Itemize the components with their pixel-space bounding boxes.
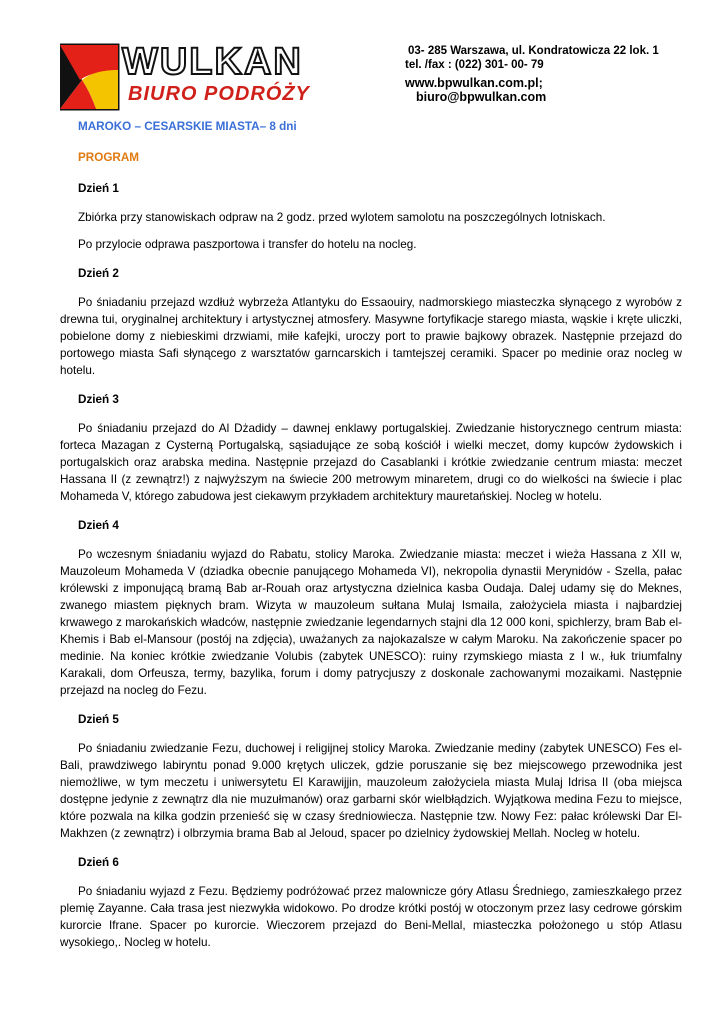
day-heading: Dzień 5 (78, 713, 119, 726)
day-heading: Dzień 3 (78, 393, 119, 406)
logo-graphic (60, 40, 360, 112)
day-paragraph: Po wczesnym śniadaniu wyjazd do Rabatu, stolicy Maroka. Zwiedzanie miasta: meczet i wieża Hassana z XII w, Mauzoleum Mohameda V (dziadka obecnie panującego Mohameda VI), nekropolia dynastii Merynidów - Szella, pałac królewski z imponującą bramą Bab ar-Rouah oraz artystyczna dzielnica kasba Oudaja. Dalej udamy się do Meknes, zwanego miastem pięknych bram. Wizyta w mauzoleum sułtana Mulaj Ismaila, założyciela miasta i najbardziej krwawego z marokańskich władców, następnie zwiedzanie legendarnych stajni dla 12 000 koni, spichlerzy, bram Bab el-Khemis i Bab el-Mansour (postój na zdjęcia), uważanych za najokazalsze w całym Maroku. Na zakończenie spacer po medinie. Na koniec krótkie zwiedzanie Volubis (zabytek UNESCO): ruiny rzymskiego miasta z I w., łuk triumfalny Karakali, dom Orfeusza, termy, bazylika, forum i domy patrycjuszy z doskonale zachowanymi mozaikami. Następnie przejazd na nocleg do Fezu. (60, 548, 682, 697)
company-logo (60, 40, 360, 112)
day-heading: Dzień 2 (78, 267, 119, 280)
contact-phone: tel. /fax : (022) 301- 00- 79 (405, 59, 544, 71)
day-paragraph: Po śniadaniu przejazd do Al Dżadidy – dawnej enklawy portugalskiej. Zwiedzanie historycznego centrum miasta: forteca Mazagan z Cysterną Portugalską, sąsiadujące ze sobą kościół i wielki meczet, domy kupców żydowskich i portugalskich oraz arabska medina. Następnie przejazd do Casablanki i krótkie zwiedzanie centrum miasta: meczet Hassana II (z zewnątrz!) z najwyższym na świecie 200 metrowym minaretem, drugi co do wielkości na świecie i plac Mohameda V, którego zabudowa jest ciekawym przykładem architektury mauretańskiej. Nocleg w hotelu. (60, 422, 682, 503)
trip-title: MAROKO – CESARSKIE MIASTA– 8 dni (78, 120, 297, 133)
day-heading: Dzień 1 (78, 182, 119, 195)
day-heading: Dzień 6 (78, 856, 119, 869)
day-section (60, 391, 682, 505)
day-heading: Dzień 4 (78, 519, 119, 532)
document-body (60, 118, 682, 963)
day-section (60, 517, 682, 699)
day-paragraph: Po śniadaniu zwiedzanie Fezu, duchowej i religijnej stolicy Maroka. Zwiedzanie mediny (zabytek UNESCO) Fes el-Bali, prawdziwego labiryntu ponad 9.000 krętych uliczek, gdzie poruszanie się bez miejscowego przewodnika jest niemożliwe, w tym meczetu i uniwersytetu El Karawijjin, mauzoleum założyciela miasta Mulaj Idrisa II (oba miejsca dostępne jedynie z zewnątrz dla nie muzułmanów) oraz garbarni skór wielbłądzich. Wyjątkowa medina Fezu to miejsce, które pozwala na kilka godzin przenieść się w czasy średniowiecza. Następnie tzw. Nowy Fez: pałac królewski Dar El-Makhzen (z zewnątrz) i olbrzymia brama Bab al Jeloud, spacer po dzielnicy żydowskiej Mellah. Nocleg w hotelu. (60, 742, 682, 840)
logo-brand-text: WULKAN (122, 41, 303, 83)
contact-address: 03- 285 Warszawa, ul. Kondratowicza 22 lok. 1 (408, 45, 659, 57)
contact-website-link[interactable]: www.bpwulkan.com.pl; (405, 76, 543, 90)
day-paragraph: Po przylocie odprawa paszportowa i transfer do hotelu na nocleg. (78, 238, 417, 251)
contact-email-link[interactable]: biuro@bpwulkan.com (416, 90, 547, 104)
day-section (60, 854, 682, 951)
logo-tagline-text: BIURO PODRÓŻY (128, 83, 310, 105)
day-section (60, 180, 682, 253)
program-heading: PROGRAM (78, 151, 140, 164)
day-paragraph: Po śniadaniu wyjazd z Fezu. Będziemy podróżować przez malownicze góry Atlasu Średniego, zamieszkałego przez plemię Zayanne. Cała trasa jest niezwykła widokowo. Po drodze krótki postój w otoczonym przez lasy cedrowe górskim kurorcie Ifrane. Spacer po kurorcie. Wieczorem przejazd do Beni-Mellal, miasteczka położonego u stóp Atlasu wysokiego,. Nocleg w hotelu. (60, 885, 682, 949)
day-paragraph: Zbiórka przy stanowiskach odpraw na 2 godz. przed wylotem samolotu na poszczególnych lotniskach. (78, 211, 606, 224)
day-paragraph: Po śniadaniu przejazd wzdłuż wybrzeża Atlantyku do Essaouiry, nadmorskiego miasteczka słynącego z wyrobów z drewna tui, oryginalnej architektury i artystycznej atmosfery. Masywne fortyfikacje starego miasta, wąskie i kręte uliczki, pobielone domy z niebieskimi drzwiami, miłe kafejki, uroczy port to prawie bajkowy obrazek. Następnie przejazd do portowego miasta Safi słynącego z warsztatów garncarskich i tamtejszej ceramiki. Spacer po medinie oraz nocleg w hotelu. (60, 296, 682, 377)
contact-info (405, 44, 705, 104)
day-section (60, 265, 682, 379)
day-section (60, 711, 682, 842)
